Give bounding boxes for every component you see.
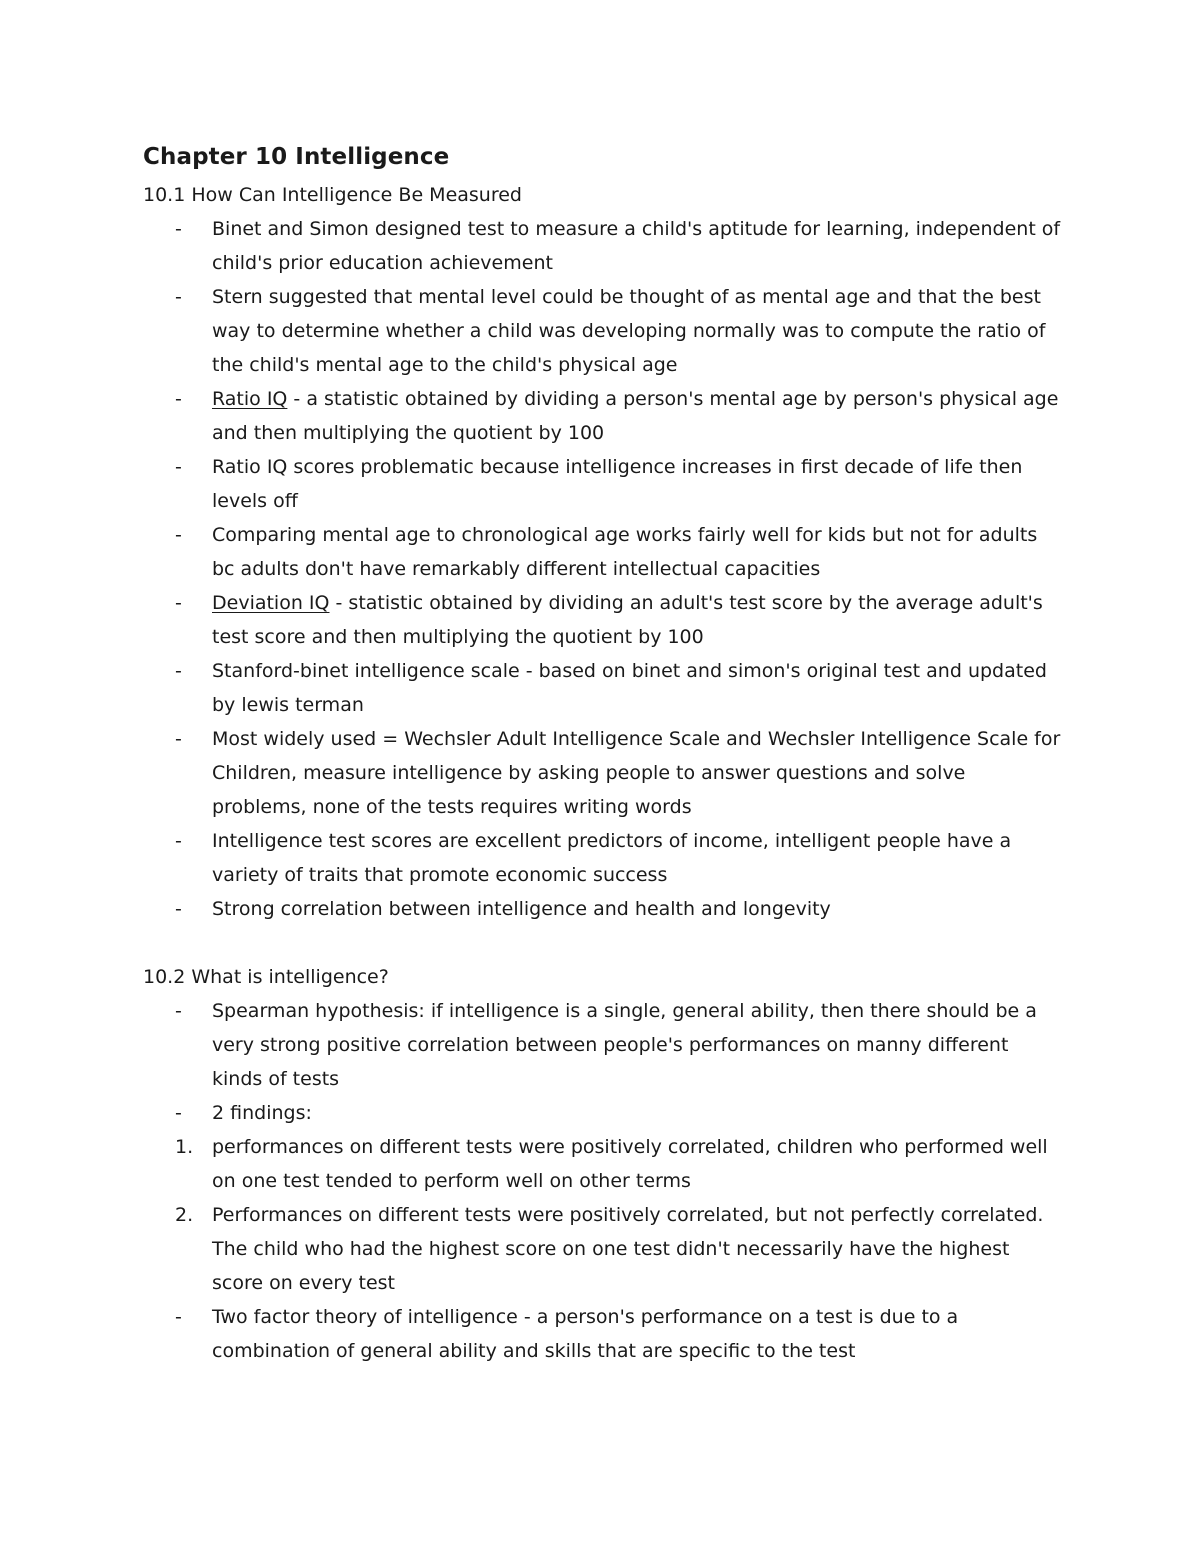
dash-bullet: - — [175, 592, 182, 614]
list-item-text: Stern suggested that mental level could be thought of as mental age and that the best way to determine whether a child was developing normally was to compute the ratio of the child's mental age to the child's physical age — [212, 286, 1046, 376]
list-item-text: Comparing mental age to chronological age works fairly well for kids but not for adults bc adults don't have remarkably different intellectual capacities — [212, 524, 1038, 580]
list-item — [143, 586, 1063, 654]
term-deviation-iq: Deviation IQ — [212, 592, 330, 614]
list-item — [143, 518, 1063, 586]
dash-bullet: - — [175, 660, 182, 682]
dash-bullet: - — [175, 286, 182, 308]
section-spacer — [143, 926, 1063, 960]
list-item — [143, 654, 1063, 722]
list-item — [143, 824, 1063, 892]
list-item — [143, 212, 1063, 280]
dash-bullet: - — [175, 218, 182, 240]
number-marker: 2. — [175, 1204, 194, 1226]
list-item-text: 2 findings: — [212, 1102, 312, 1124]
section-heading-10-2: 10.2 What is intelligence? — [143, 966, 389, 988]
dash-bullet: - — [175, 1000, 182, 1022]
list-item — [143, 722, 1063, 824]
list-item — [143, 382, 1063, 450]
list-item — [143, 994, 1063, 1096]
list-item-text: Most widely used = Wechsler Adult Intelligence Scale and Wechsler Intelligence Scale for Children, measure intelligence by asking people to answer questions and solve problems, none of the tests requires writing words — [212, 728, 1061, 818]
list-item-text: Strong correlation between intelligence and health and longevity — [212, 898, 831, 920]
list-item — [143, 450, 1063, 518]
list-item — [143, 1130, 1063, 1198]
list-item-text: Intelligence test scores are excellent predictors of income, intelligent people have a variety of traits that promote economic success — [212, 830, 1012, 886]
list-item-text: Binet and Simon designed test to measure a child's aptitude for learning, independent of child's prior education achievement — [212, 218, 1061, 274]
list-item — [143, 1300, 1063, 1368]
dash-bullet: - — [175, 1102, 182, 1124]
list-item-text: Two factor theory of intelligence - a person's performance on a test is due to a combination of general ability and skills that are specific to the test — [212, 1306, 959, 1362]
page-title: Chapter 10 Intelligence — [143, 144, 450, 170]
list-item-text: Spearman hypothesis: if intelligence is a single, general ability, then there should be a very strong positive correlation between people's performances on manny different kinds of tests — [212, 1000, 1037, 1090]
dash-bullet: - — [175, 898, 182, 920]
dash-bullet: - — [175, 1306, 182, 1328]
dash-bullet: - — [175, 830, 182, 852]
list-item-text: - a statistic obtained by dividing a person's mental age by person's physical age and then multiplying the quotient by 100 — [212, 388, 1059, 444]
dash-bullet: - — [175, 524, 182, 546]
list-item-text: performances on different tests were positively correlated, children who performed well on one test tended to perform well on other terms — [212, 1136, 1048, 1192]
number-marker: 1. — [175, 1136, 194, 1158]
dash-bullet: - — [175, 388, 182, 410]
list-item-text: - statistic obtained by dividing an adult's test score by the average adult's test score and then multiplying the quotient by 100 — [212, 592, 1043, 648]
list-item — [143, 280, 1063, 382]
dash-bullet: - — [175, 728, 182, 750]
list-item-text: Stanford-binet intelligence scale - based on binet and simon's original test and updated by lewis terman — [212, 660, 1047, 716]
section-heading-10-1: 10.1 How Can Intelligence Be Measured — [143, 184, 522, 206]
document-page — [143, 140, 1063, 1368]
list-item — [143, 1096, 1063, 1130]
term-ratio-iq: Ratio IQ — [212, 388, 288, 410]
list-item-text: Performances on different tests were positively correlated, but not perfectly correlated. The child who had the highest score on one test didn't necessarily have the highest score on every test — [212, 1204, 1044, 1294]
list-item — [143, 1198, 1063, 1300]
list-item-text: Ratio IQ scores problematic because intelligence increases in first decade of life then levels off — [212, 456, 1023, 512]
list-item — [143, 892, 1063, 926]
dash-bullet: - — [175, 456, 182, 478]
